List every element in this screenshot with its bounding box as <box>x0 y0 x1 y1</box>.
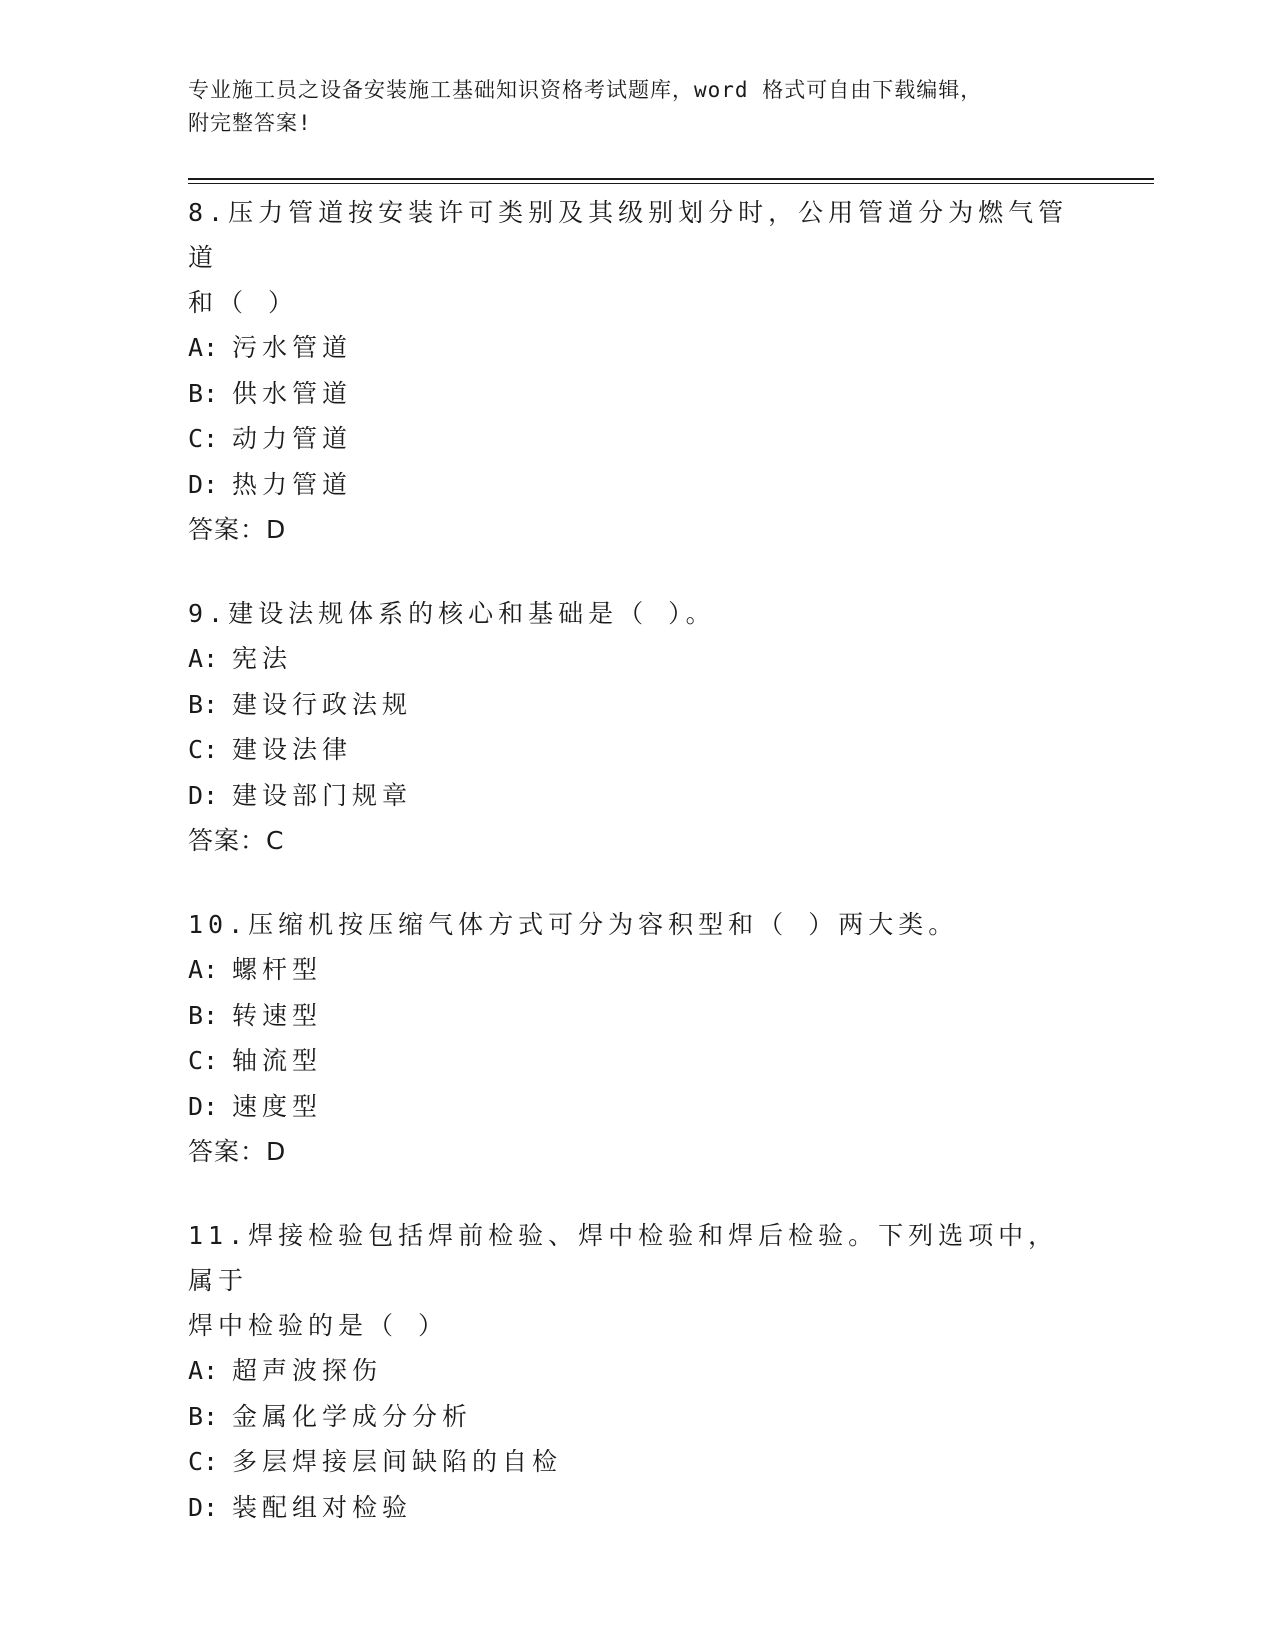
option-text: 热力管道 <box>232 469 353 499</box>
option-text: 转速型 <box>232 1000 323 1030</box>
option-letter: C: <box>188 1447 219 1476</box>
option-a <box>188 1348 1088 1394</box>
option-letter: D: <box>188 1091 219 1121</box>
question-8 <box>188 190 1088 552</box>
option-letter: B: <box>188 1000 219 1030</box>
question-11 <box>188 1213 1088 1530</box>
option-letter: D: <box>188 469 219 499</box>
question-list <box>188 190 1088 1569</box>
option-text: 轴流型 <box>232 1046 323 1075</box>
question-stem-line: 和（ ） <box>188 288 299 317</box>
question-stem-line: 10.压缩机按压缩气体方式可分为容积型和（ ）两大类。 <box>188 910 959 939</box>
option-letter: C: <box>188 424 219 453</box>
option-a <box>188 636 1088 682</box>
option-text: 装配组对检验 <box>232 1492 413 1522</box>
option-b <box>188 1394 1088 1440</box>
header-line-2: 附完整答案! <box>188 111 312 135</box>
question-stem-line: 8.压力管道按安装许可类别及其级别划分时，公用管道分为燃气管道 <box>188 198 1069 272</box>
option-letter: C: <box>188 735 219 764</box>
answer-line: 答案：D <box>188 515 287 544</box>
question-stem-line: 焊中检验的是（ ） <box>188 1311 449 1340</box>
option-text: 多层焊接层间缺陷的自检 <box>232 1447 563 1476</box>
option-letter: A: <box>188 333 219 362</box>
option-text: 金属化学成分分析 <box>232 1401 473 1431</box>
option-text: 宪法 <box>232 644 293 673</box>
option-letter: A: <box>188 644 219 673</box>
answer-line: 答案：D <box>188 1137 287 1166</box>
question-stem-line: 11.焊接检验包括焊前检验、焊中检验和焊后检验。下列选项中，属于 <box>188 1221 1059 1295</box>
option-text: 动力管道 <box>232 424 353 453</box>
option-d <box>188 773 1088 819</box>
question-stem <box>188 902 1088 947</box>
question-10 <box>188 902 1088 1174</box>
option-b <box>188 682 1088 728</box>
question-stem <box>188 591 1088 636</box>
option-b <box>188 371 1088 417</box>
header-divider <box>188 178 1154 180</box>
option-c <box>188 727 1088 773</box>
option-text: 建设部门规章 <box>232 780 413 810</box>
option-d <box>188 1485 1088 1531</box>
answer-line: 答案：C <box>188 826 285 855</box>
option-letter: A: <box>188 955 219 984</box>
option-text: 建设法律 <box>232 735 353 764</box>
option-letter: B: <box>188 1401 219 1431</box>
option-letter: B: <box>188 689 219 719</box>
option-c <box>188 416 1088 462</box>
option-text: 螺杆型 <box>232 955 323 984</box>
question-stem <box>188 190 1088 325</box>
option-c <box>188 1439 1088 1485</box>
option-letter: A: <box>188 1356 219 1385</box>
option-a <box>188 325 1088 371</box>
question-stem <box>188 1213 1088 1348</box>
document-header <box>188 74 1068 140</box>
option-letter: D: <box>188 1492 219 1522</box>
option-d <box>188 462 1088 508</box>
question-9 <box>188 591 1088 863</box>
option-text: 建设行政法规 <box>232 689 413 719</box>
option-text: 超声波探伤 <box>232 1356 383 1385</box>
option-a <box>188 947 1088 993</box>
option-d <box>188 1084 1088 1130</box>
option-text: 速度型 <box>232 1091 323 1121</box>
option-c <box>188 1038 1088 1084</box>
header-line-1: 专业施工员之设备安装施工基础知识资格考试题库，word 格式可自由下载编辑， <box>188 78 983 102</box>
option-text: 污水管道 <box>232 333 353 362</box>
option-text: 供水管道 <box>232 378 353 408</box>
option-letter: C: <box>188 1046 219 1075</box>
question-stem-line: 9.建设法规体系的核心和基础是（ ）。 <box>188 599 716 628</box>
option-letter: D: <box>188 780 219 810</box>
option-b <box>188 993 1088 1039</box>
option-letter: B: <box>188 378 219 408</box>
header-divider-thin <box>188 183 1154 184</box>
